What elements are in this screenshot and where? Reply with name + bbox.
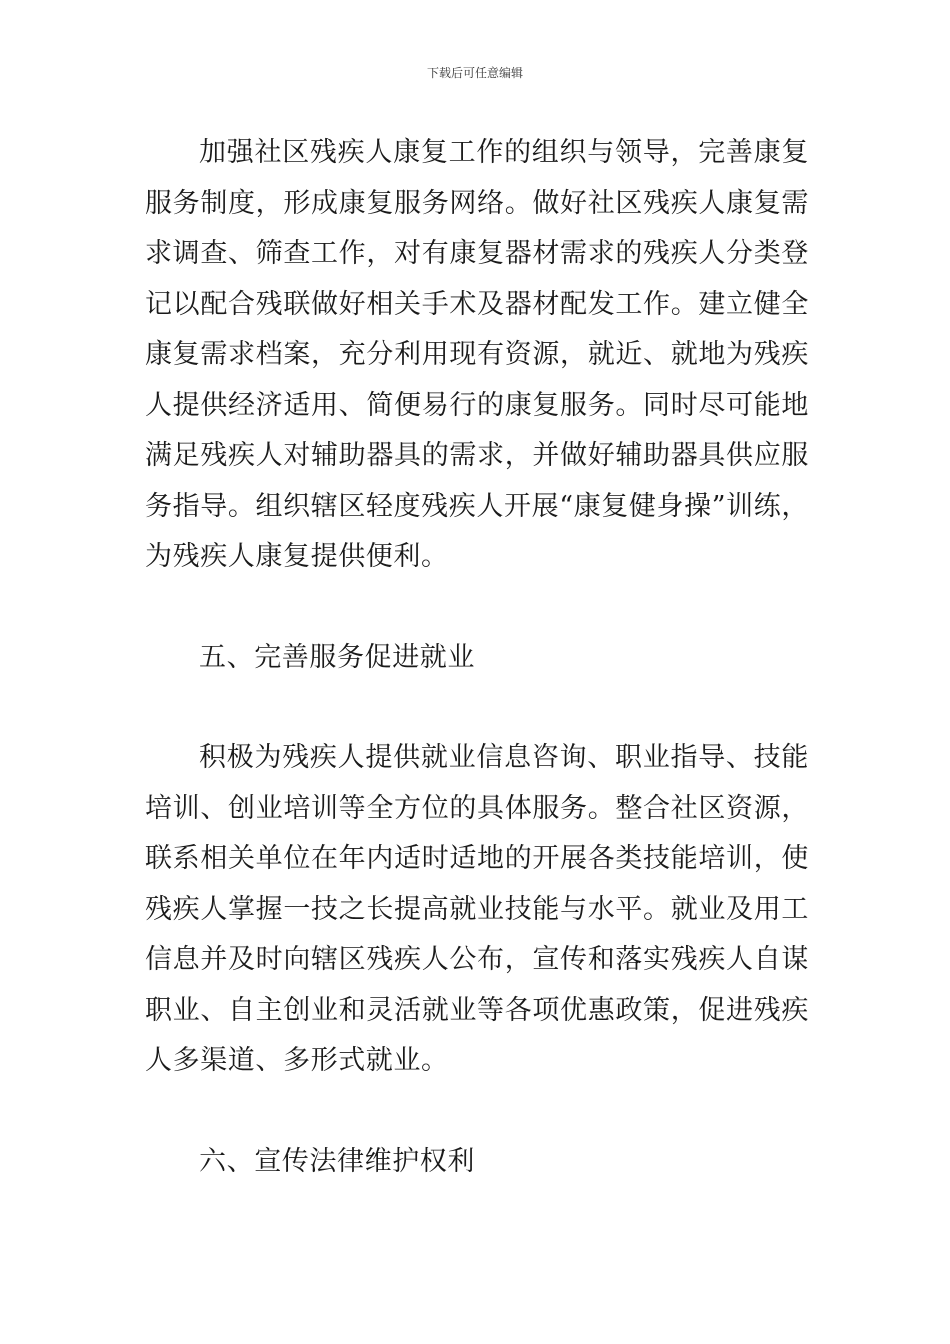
paragraph-spacer [145, 683, 809, 733]
section-heading-5: 五、完善服务促进就业 [199, 641, 475, 673]
document-body [145, 128, 809, 1187]
paragraph-rehabilitation: 加强社区残疾人康复工作的组织与领导，完善康复服务制度，形成康复服务网络。做好社区残疾人康复需求调查、筛查工作，对有康复器材需求的残疾人分类登记以配合残联做好相关手术及器材配发工作。建立健全康复需求档案，充分利用现有资源，就近、就地为残疾人提供经济适用、简便易行的康复服务。同时尽可能地满足残疾人对辅助器具的需求，并做好辅助器具供应服务指导。组织辖区轻度残疾人开展“康复健身操”训练，为残疾人康复提供便利。 [145, 137, 809, 572]
page-header-note: 下载后可任意编辑 [426, 66, 523, 80]
paragraph-employment: 积极为残疾人提供就业信息咨询、职业指导、技能培训、创业培训等全方位的具体服务。整合社区资源，联系相关单位在年内适时适地的开展各类技能培训，使残疾人掌握一技之长提高就业技能与水平。就业及用工信息并及时向辖区残疾人公布，宣传和落实残疾人自谋职业、自主创业和灵活就业等各项优惠政策，促进残疾人多渠道、多形式就业。 [145, 742, 809, 1076]
section-heading-6: 六、宣传法律维护权利 [199, 1145, 475, 1177]
paragraph-spacer [145, 1087, 809, 1137]
paragraph-spacer [145, 583, 809, 633]
